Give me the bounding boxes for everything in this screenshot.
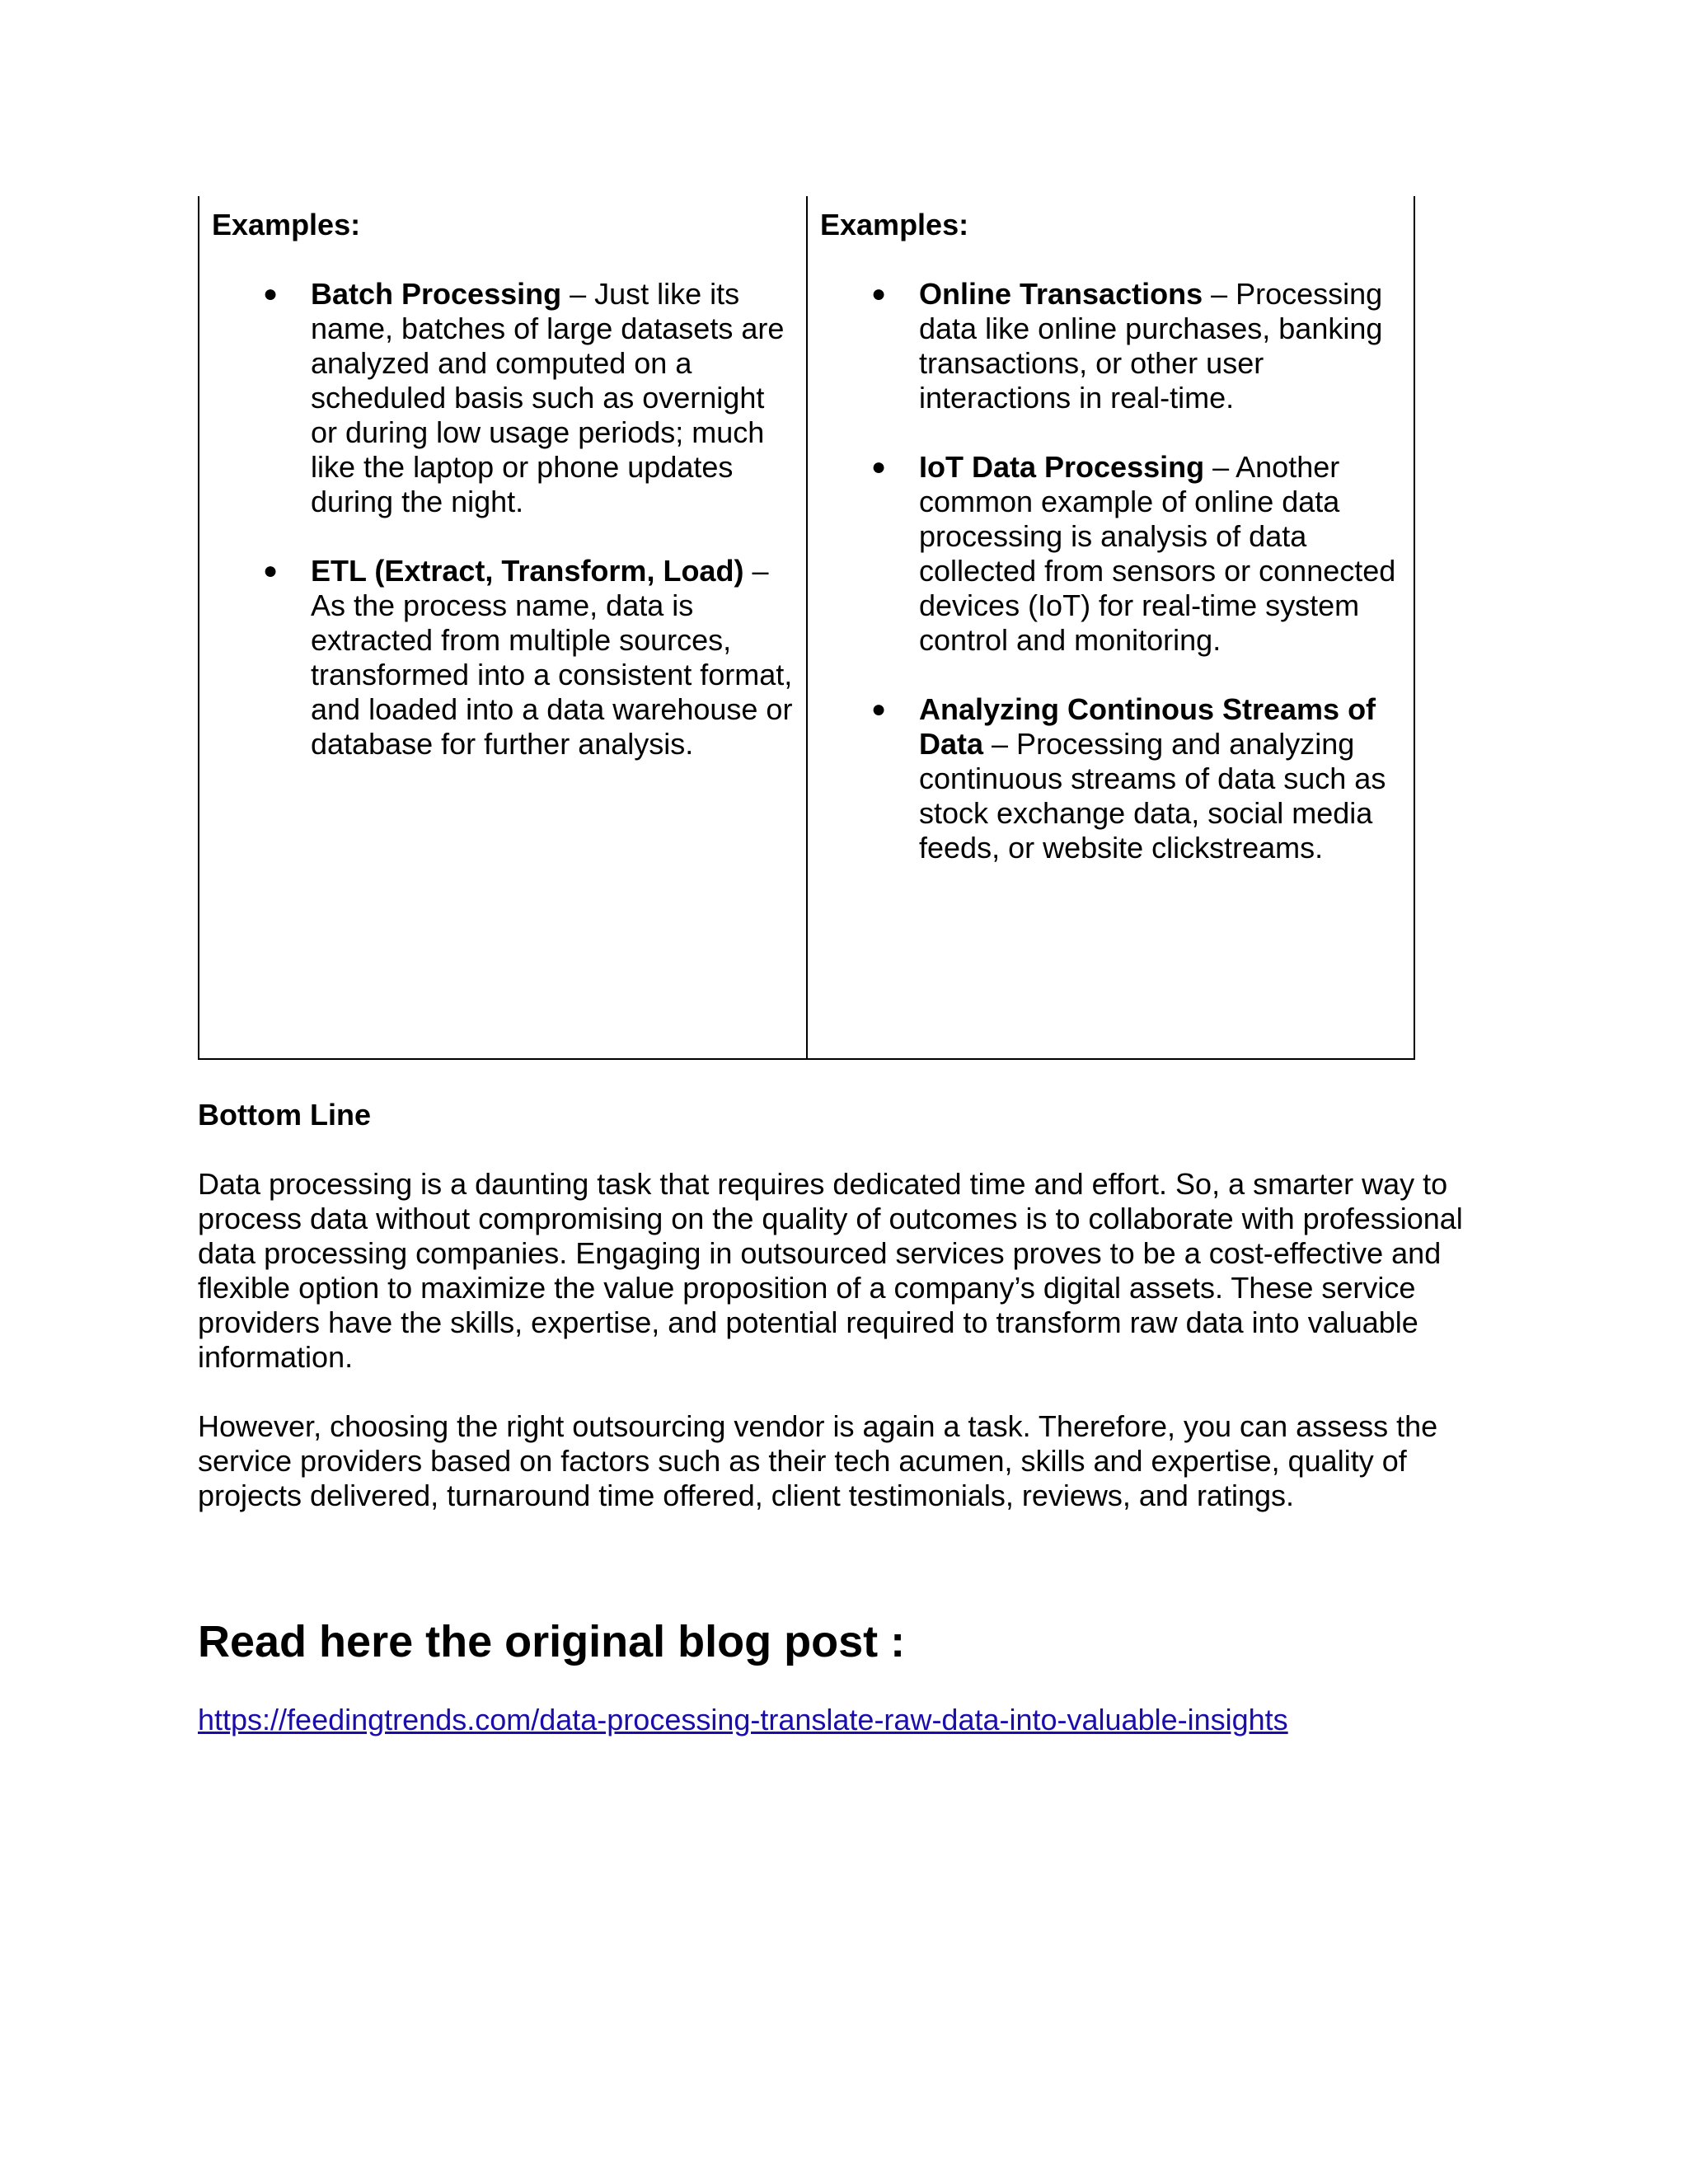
- batch-examples-column: [199, 196, 806, 796]
- item-term: IoT Data Processing: [919, 450, 1205, 484]
- bottom-line-title: Bottom Line: [198, 1098, 371, 1132]
- list-item: [820, 450, 1402, 658]
- bullet-icon: ●: [871, 696, 887, 723]
- bullet-icon: ●: [871, 280, 887, 307]
- bottom-line-paragraph-2: However, choosing the right outsourcing vendor is again a task. Therefore, you can assess the service providers based on factors such as their tech acumen, skills and expertise, quality of projects delivered, turnaround time offered, client testimonials, reviews, and ratings.: [198, 1409, 1438, 1512]
- item-description: – Processing and analyzing continuous streams of data such as stock exchange data, social media feeds, or website clickstreams.: [919, 727, 1386, 865]
- list-item: [820, 277, 1402, 415]
- bottom-line-paragraph-1: Data processing is a daunting task that requires dedicated time and effort. So, a smarter way to process data without compromising on the quality of outcomes is to collaborate with professional data processing companies. Engaging in outsourced services proves to be a cost-effective and flexible option to maximize the value proposition of a company’s digital assets. These service providers have the skills, expertise, and potential required to transform raw data into valuable information.: [198, 1167, 1463, 1374]
- bullet-list: [820, 277, 1402, 865]
- item-description: – Just like its name, batches of large datasets are analyzed and computed on a scheduled basis such as overnight or during low usage periods; much like the laptop or phone updates during the night.: [311, 277, 785, 518]
- list-item: [212, 554, 795, 762]
- column-heading: Examples:: [820, 208, 969, 241]
- item-description: – As the process name, data is extracted from multiple sources, transformed into a consistent format, and loaded into a data warehouse or database for further analysis.: [311, 554, 793, 761]
- item-description: – Processing data like online purchases, banking transactions, or other user interactions in real-time.: [919, 277, 1383, 415]
- examples-table: [198, 196, 1415, 1060]
- column-heading: Examples:: [212, 208, 361, 241]
- bullet-icon: ●: [871, 453, 887, 480]
- item-term: ETL (Extract, Transform, Load): [311, 554, 744, 588]
- list-item: [212, 277, 795, 519]
- bullet-icon: ●: [263, 557, 279, 584]
- list-item: [820, 692, 1402, 865]
- blog-post-heading: Read here the original blog post :: [198, 1617, 906, 1666]
- blog-post-link[interactable]: https://feedingtrends.com/data-processing-translate-raw-data-into-valuable-insights: [198, 1703, 1288, 1736]
- item-term: Analyzing Continous Streams of Data: [919, 692, 1376, 761]
- bullet-list: [212, 277, 795, 762]
- item-term: Online Transactions: [919, 277, 1203, 311]
- item-description: – Another common example of online data processing is analysis of data collected from sensors or connected devices (IoT) for real-time system control and monitoring.: [919, 450, 1396, 657]
- online-examples-column: [808, 196, 1414, 900]
- item-term: Batch Processing: [311, 277, 562, 311]
- bullet-icon: ●: [263, 280, 279, 307]
